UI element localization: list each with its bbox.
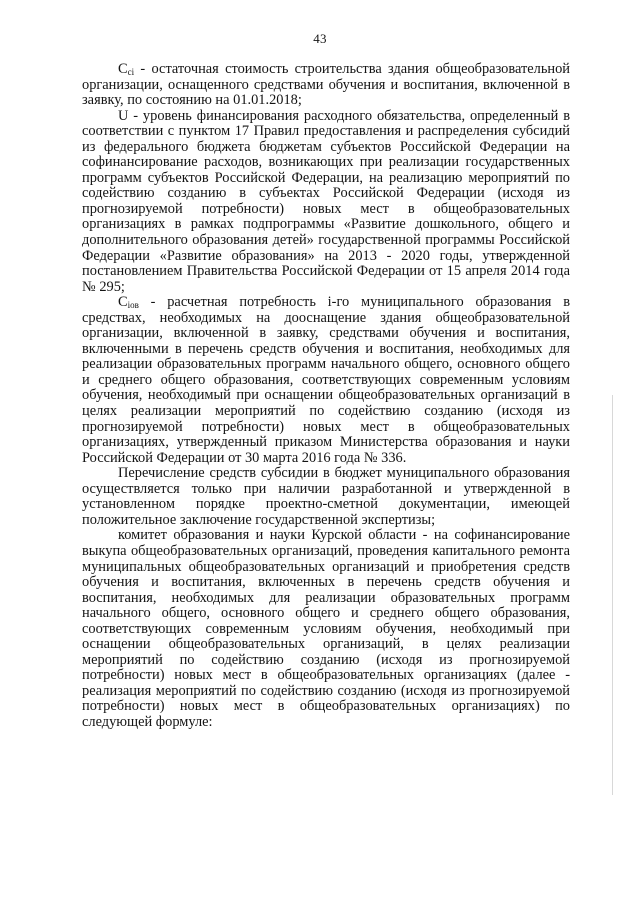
scan-edge-mark bbox=[612, 395, 613, 795]
paragraph-text: - остаточная стоимость строительства здания общеобразовательной организации, оснащенного средствами обучения и воспитания, включенной в заявку, по состоянию на 01.01.2018; bbox=[82, 61, 570, 109]
paragraph-text: - расчетная потребность i-го муниципального образования в средствах, необходимых на дооснащение здания общеобразовательной организации, включенной в заявку, средствами обучения и воспитания, включенными в перечень средств обучения и воспитания, необходимых для реализации образовательных программ начального общего, основного общего и среднего общего образования, соответствующих современным условиям обучения, необходимый при оснащении общеобразовательных организаций в целях реализации мероприятий по содействию созданию (исходя из прогнозируемой потребности) новых мест в общеобразовательных организациях, утвержденный приказом Министерства образования и науки Российской Федерации от 30 марта 2016 года № 336. bbox=[82, 294, 570, 466]
paragraph-transfer-conditions bbox=[82, 466, 570, 528]
variable-symbol: C bbox=[118, 294, 128, 311]
paragraph-education-committee bbox=[82, 528, 570, 730]
page-number: 43 bbox=[313, 31, 327, 46]
variable-symbol: C bbox=[118, 61, 128, 77]
paragraph-text: U - уровень финансирования расходного обязательства, определенный в соответствии с пунктом 17 Правил предоставления и распределения субсидий из федерального бюджета бюджетам субъектов Российской Федерации на софинансирование расходов, возникающих при реализации государственных программ субъектов Российской Федерации, на реализацию мероприятий по содействию созданию в субъектах Российской Федерации (исходя из прогнозируемой потребности) новых мест в общеобразовательных организациях в рамках подпрограммы «Развитие дошкольного, общего и дополнительного образования детей» государственной программы Российской Федерации «Развитие образования» на 2013 - 2020 годы, утвержденной постановлением Правительства Российской Федерации от 15 апреля 2014 года № 295; bbox=[82, 107, 570, 295]
variable-subscript: ci bbox=[127, 67, 135, 77]
variable-subscript: iов bbox=[127, 300, 139, 311]
paragraph-text: Перечисление средств субсидии в бюджет муниципального образования осуществляется только при наличии разработанной и утвержденной в установленном порядке проектно-сметной документации, имеющей положительное заключение государственной экспертизы; bbox=[82, 465, 570, 528]
paragraph-residual-cost-definition bbox=[82, 62, 570, 109]
document-body bbox=[82, 62, 570, 731]
paragraph-funding-level-definition bbox=[82, 109, 570, 296]
paragraph-text: комитет образования и науки Курской области - на софинансирование выкупа общеобразовательных организаций, проведения капитального ремонта муниципальных общеобразовательных организаций и приобретения средств обучения и воспитания, включенных в перечень средств обучения и воспитания, необходимых для реализации образовательных программ начального общего, основного общего и среднего общего образования, соответствующих современным условиям обучения, необходимый при оснащении общеобразовательных организаций, в целях реализации мероприятий по содействию созданию (исходя из прогнозируемой потребности) новых мест в общеобразовательных организациях (далее - реализация мероприятий по содействию созданию (исходя из прогнозируемой потребности) новых мест в общеобразовательных организациях) по следующей формуле: bbox=[82, 527, 570, 730]
paragraph-estimated-need-definition bbox=[82, 295, 570, 466]
